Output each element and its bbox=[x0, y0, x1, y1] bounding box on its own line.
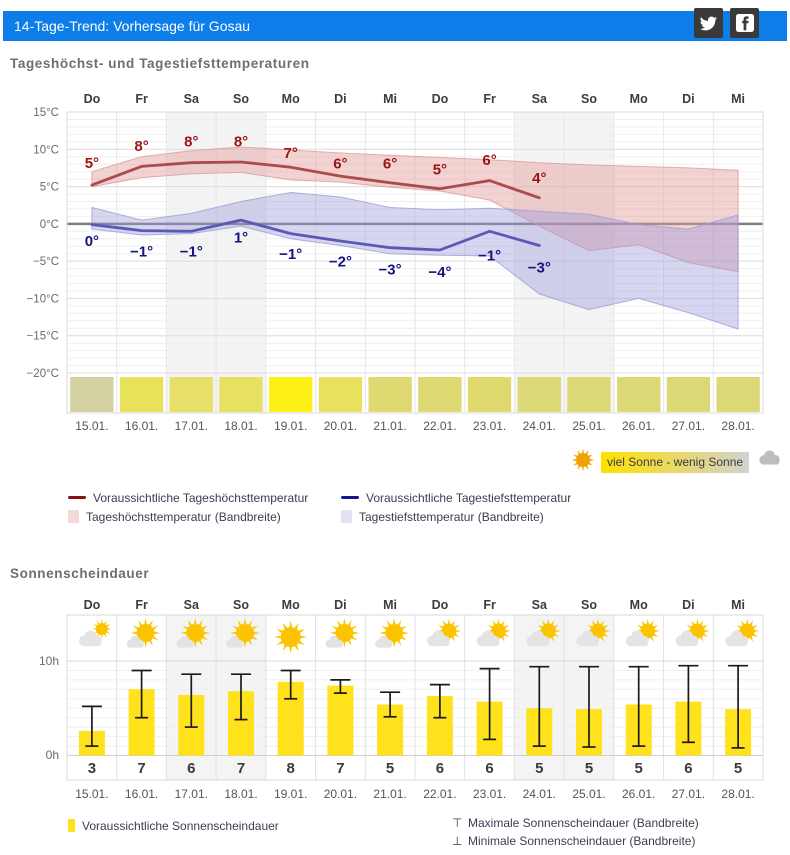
y-axis-label: 0°C bbox=[39, 218, 59, 231]
date-label: 26.01. bbox=[622, 787, 656, 801]
temp-value-label: 7° bbox=[283, 145, 298, 163]
cloud-sun-icon bbox=[676, 619, 710, 647]
sun-square bbox=[319, 377, 362, 412]
temp-value-label: 5° bbox=[84, 154, 100, 172]
y-axis-label: 0h bbox=[45, 748, 59, 762]
legend-item-high-band bbox=[68, 509, 281, 524]
date-label: 22.01. bbox=[423, 787, 457, 801]
cloud-sun-icon bbox=[626, 619, 660, 647]
temp-value-label: 6° bbox=[382, 155, 398, 173]
y-axis-label: −15°C bbox=[26, 330, 59, 343]
day-label: Di bbox=[334, 598, 347, 612]
temp-value-label: −3° bbox=[527, 259, 551, 277]
sun-square bbox=[269, 377, 312, 412]
sun-cloud-icon bbox=[127, 618, 161, 648]
date-label: 19.01. bbox=[274, 787, 308, 801]
temp-value-label: −1° bbox=[279, 245, 303, 263]
date-label: 17.01. bbox=[174, 787, 208, 801]
sun-square bbox=[518, 377, 561, 412]
legend-label: Minimale Sonnenscheindauer (Bandbreite) bbox=[468, 833, 696, 848]
legend-label: Voraussichtliche Tageshöchsttemperatur bbox=[93, 490, 309, 505]
temp-value-label: 6° bbox=[333, 155, 348, 173]
day-label: Fr bbox=[483, 92, 496, 106]
date-label: 19.01. bbox=[274, 419, 308, 433]
sun-square bbox=[418, 377, 461, 412]
date-label: 22.01. bbox=[423, 419, 457, 433]
day-label: Mo bbox=[281, 92, 300, 106]
date-label: 23.01. bbox=[472, 419, 507, 433]
cloud-sun-icon bbox=[477, 619, 511, 647]
date-label: 18.01. bbox=[224, 787, 258, 801]
date-label: 16.01. bbox=[124, 419, 159, 433]
day-label: Fr bbox=[135, 92, 148, 106]
cloud-icon bbox=[754, 448, 786, 477]
twitter-icon bbox=[700, 15, 717, 32]
date-label: 15.01. bbox=[75, 787, 109, 801]
temperature-chart-svg bbox=[0, 88, 790, 448]
sunshine-value-label: 7 bbox=[336, 760, 345, 777]
y-axis-label: 10°C bbox=[33, 144, 59, 157]
day-label: Di bbox=[682, 598, 695, 612]
date-label: 20.01. bbox=[323, 419, 358, 433]
sun-scale-gradient bbox=[601, 452, 749, 473]
legend-label: Tageshöchsttemperatur (Bandbreite) bbox=[86, 509, 281, 524]
day-label: Mi bbox=[383, 598, 398, 612]
day-label: Sa bbox=[531, 92, 547, 106]
sun-square bbox=[468, 377, 511, 412]
date-label: 24.01. bbox=[522, 787, 556, 801]
date-label: 27.01. bbox=[671, 787, 706, 801]
temp-value-label: 5° bbox=[432, 161, 448, 179]
temperature-section-heading: Tageshöchst- und Tagestiefsttemperaturen bbox=[10, 56, 310, 71]
date-label: 26.01. bbox=[622, 419, 656, 433]
day-label: Fr bbox=[135, 598, 148, 612]
cloud-sun-icon bbox=[725, 619, 759, 647]
sun-square bbox=[617, 377, 660, 412]
sunshine-bar-swatch bbox=[68, 819, 75, 832]
date-label: 25.01. bbox=[572, 787, 606, 801]
temp-value-label: −4° bbox=[428, 263, 452, 281]
sunshine-value-label: 5 bbox=[584, 760, 594, 777]
sunshine-value-label: 7 bbox=[137, 760, 146, 777]
mostly-cloudy-icon bbox=[79, 619, 112, 646]
sunshine-value-label: 6 bbox=[435, 760, 445, 777]
temp-value-label: −3° bbox=[378, 261, 402, 279]
sun-square bbox=[717, 377, 760, 412]
date-label: 15.01. bbox=[75, 419, 109, 433]
legend-item-high-line bbox=[68, 490, 308, 505]
low-band-swatch bbox=[341, 510, 352, 523]
temp-value-label: 0° bbox=[84, 233, 100, 251]
legend-item-low-line bbox=[341, 490, 571, 505]
sunny-icon bbox=[274, 621, 307, 654]
day-label: Do bbox=[83, 92, 101, 106]
date-label: 18.01. bbox=[224, 419, 258, 433]
temp-value-label: 1° bbox=[233, 229, 249, 247]
date-label: 25.01. bbox=[572, 419, 606, 433]
legend-item-min-sunshine bbox=[452, 833, 695, 848]
date-label: 27.01. bbox=[671, 419, 706, 433]
high-line-swatch bbox=[68, 496, 86, 499]
temp-value-label: 8° bbox=[233, 133, 249, 151]
min-whisker-symbol: ⊥ bbox=[452, 833, 463, 848]
legend-item-sunshine-bar bbox=[68, 818, 279, 833]
day-label: Di bbox=[334, 92, 347, 106]
y-axis-label: −20°C bbox=[26, 368, 59, 380]
date-label: 17.01. bbox=[174, 419, 208, 433]
sunshine-section-heading: Sonnenscheindauer bbox=[10, 566, 150, 581]
sun-square bbox=[170, 377, 213, 412]
day-label: Do bbox=[431, 92, 449, 106]
sun-icon-svg bbox=[570, 447, 596, 473]
date-label: 21.01. bbox=[373, 419, 407, 433]
page-title: 14-Tage-Trend: Vorhersage für Gosau bbox=[14, 18, 251, 34]
legend-item-low-band bbox=[341, 509, 544, 524]
temp-value-label: 6° bbox=[482, 151, 497, 169]
day-label: Fr bbox=[483, 598, 496, 612]
day-label: Sa bbox=[183, 92, 199, 106]
sun-scale-legend bbox=[570, 450, 786, 474]
temp-value-label: 8° bbox=[184, 133, 199, 151]
temp-value-label: 4° bbox=[532, 169, 547, 187]
date-label: 16.01. bbox=[124, 787, 159, 801]
temp-value-label: −1° bbox=[130, 243, 154, 261]
sunshine-value-label: 5 bbox=[535, 760, 544, 777]
day-label: Do bbox=[431, 598, 449, 612]
temp-value-label: −2° bbox=[328, 253, 352, 271]
day-label: Mi bbox=[731, 92, 746, 106]
sunshine-value-label: 6 bbox=[684, 760, 693, 777]
legend-label: Maximale Sonnenscheindauer (Bandbreite) bbox=[468, 815, 699, 830]
twitter-share-button[interactable] bbox=[694, 8, 723, 38]
header-bar bbox=[3, 11, 787, 41]
sunshine-value-label: 6 bbox=[187, 760, 196, 777]
day-label: Sa bbox=[183, 598, 199, 612]
sunshine-chart-svg bbox=[0, 592, 790, 812]
sunshine-value-label: 5 bbox=[634, 760, 643, 777]
sunshine-value-label: 6 bbox=[485, 760, 494, 777]
sunshine-value-label: 8 bbox=[286, 760, 295, 777]
day-label: Mi bbox=[731, 598, 746, 612]
sun-square bbox=[219, 377, 262, 412]
sun-square bbox=[567, 377, 610, 412]
sunshine-bar bbox=[327, 686, 353, 756]
temp-value-label: −1° bbox=[478, 247, 502, 265]
y-axis-label: 10h bbox=[38, 654, 59, 668]
high-band-swatch bbox=[68, 510, 79, 523]
date-label: 24.01. bbox=[522, 419, 556, 433]
day-label: So bbox=[581, 598, 597, 612]
date-label: 28.01. bbox=[721, 787, 755, 801]
max-whisker-symbol: ⊤ bbox=[452, 815, 463, 830]
legend-label: Voraussichtliche Sonnenscheindauer bbox=[82, 818, 279, 833]
y-axis-label: 5°C bbox=[39, 181, 59, 194]
day-label: So bbox=[233, 92, 249, 106]
y-axis-label: −10°C bbox=[26, 293, 59, 306]
sun-square bbox=[120, 377, 163, 412]
date-label: 21.01. bbox=[373, 787, 407, 801]
sunshine-value-label: 3 bbox=[87, 760, 97, 777]
legend-label: Tagestiefsttemperatur (Bandbreite) bbox=[359, 509, 544, 524]
sun-square bbox=[667, 377, 710, 412]
sunshine-value-label: 7 bbox=[236, 760, 246, 777]
temp-value-label: 8° bbox=[134, 137, 149, 155]
cloud-icon-svg bbox=[754, 448, 786, 472]
y-axis-label: −5°C bbox=[32, 256, 59, 269]
facebook-share-button[interactable] bbox=[730, 8, 759, 38]
day-label: Do bbox=[83, 598, 101, 612]
low-line-swatch bbox=[341, 496, 359, 499]
day-label: Mo bbox=[629, 598, 648, 612]
day-label: So bbox=[581, 92, 597, 106]
sun-icon bbox=[570, 447, 596, 478]
day-label: So bbox=[233, 598, 249, 612]
cloud-sun-icon bbox=[427, 619, 461, 647]
date-label: 20.01. bbox=[323, 787, 358, 801]
sunshine-value-label: 5 bbox=[733, 760, 743, 777]
y-axis-label: 15°C bbox=[33, 107, 59, 119]
date-label: 23.01. bbox=[472, 787, 507, 801]
legend-item-max-sunshine bbox=[452, 815, 699, 830]
temp-value-label: −1° bbox=[179, 243, 203, 261]
sun-square bbox=[369, 377, 412, 412]
sunshine-chart bbox=[0, 592, 790, 812]
day-label: Mi bbox=[383, 92, 398, 106]
sun-cloud-icon bbox=[325, 618, 359, 648]
day-label: Sa bbox=[531, 598, 547, 612]
legend-label: Voraussichtliche Tagestiefsttemperatur bbox=[366, 490, 572, 505]
temperature-chart bbox=[0, 88, 790, 448]
sun-scale-label: viel Sonne - wenig Sonne bbox=[606, 454, 744, 469]
sun-square bbox=[70, 377, 113, 412]
sun-cloud-icon bbox=[375, 618, 409, 648]
day-label: Mo bbox=[281, 598, 300, 612]
facebook-icon bbox=[736, 14, 754, 32]
day-label: Di bbox=[682, 92, 695, 106]
date-label: 28.01. bbox=[721, 419, 755, 433]
sunshine-value-label: 5 bbox=[385, 760, 395, 777]
day-label: Mo bbox=[629, 92, 648, 106]
